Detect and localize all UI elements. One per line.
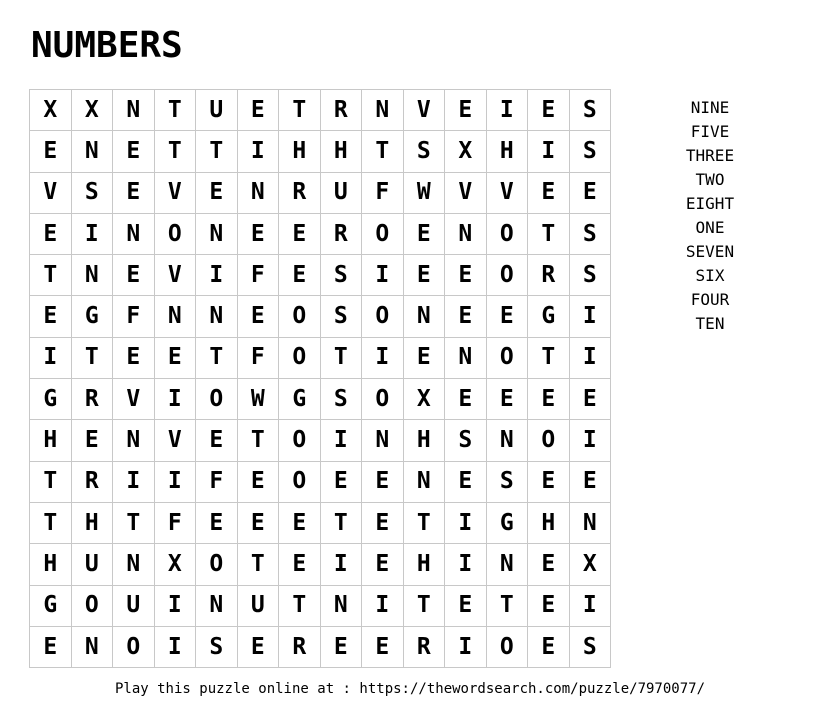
- grid-cell[interactable]: T: [320, 337, 362, 378]
- grid-cell[interactable]: I: [569, 585, 611, 626]
- grid-cell[interactable]: S: [71, 172, 113, 213]
- grid-cell[interactable]: E: [528, 379, 570, 420]
- grid-cell[interactable]: G: [486, 502, 528, 543]
- grid-cell[interactable]: N: [320, 585, 362, 626]
- grid-cell[interactable]: R: [403, 626, 445, 667]
- grid-row: [30, 131, 611, 172]
- grid-cell[interactable]: I: [445, 502, 487, 543]
- grid-cell[interactable]: O: [362, 213, 404, 254]
- grid-cell[interactable]: E: [237, 213, 279, 254]
- grid-cell[interactable]: E: [237, 296, 279, 337]
- grid-cell[interactable]: T: [30, 502, 72, 543]
- grid-cell[interactable]: T: [154, 131, 196, 172]
- grid-cell[interactable]: E: [445, 90, 487, 131]
- grid-cell[interactable]: F: [237, 337, 279, 378]
- grid-cell[interactable]: E: [196, 420, 238, 461]
- grid-cell[interactable]: O: [362, 296, 404, 337]
- grid-cell[interactable]: N: [154, 296, 196, 337]
- grid-cell[interactable]: S: [445, 420, 487, 461]
- grid-cell[interactable]: S: [320, 379, 362, 420]
- grid-cell[interactable]: O: [113, 626, 155, 667]
- grid-cell[interactable]: T: [237, 544, 279, 585]
- grid-cell[interactable]: E: [113, 337, 155, 378]
- grid-cell[interactable]: N: [113, 213, 155, 254]
- grid-cell[interactable]: E: [113, 255, 155, 296]
- grid-row: [30, 502, 611, 543]
- grid-cell[interactable]: E: [196, 502, 238, 543]
- grid-cell[interactable]: T: [196, 337, 238, 378]
- grid-cell[interactable]: O: [486, 626, 528, 667]
- grid-cell[interactable]: X: [30, 90, 72, 131]
- grid-cell[interactable]: S: [403, 131, 445, 172]
- grid-cell[interactable]: I: [320, 544, 362, 585]
- grid-cell[interactable]: N: [113, 544, 155, 585]
- grid-cell[interactable]: T: [71, 337, 113, 378]
- grid-cell[interactable]: O: [279, 337, 321, 378]
- grid-cell[interactable]: N: [71, 626, 113, 667]
- grid-cell[interactable]: U: [71, 544, 113, 585]
- grid-cell[interactable]: S: [569, 131, 611, 172]
- grid-cell[interactable]: I: [569, 337, 611, 378]
- grid-cell[interactable]: S: [320, 296, 362, 337]
- grid-cell[interactable]: E: [569, 379, 611, 420]
- grid-row: [30, 172, 611, 213]
- grid-cell[interactable]: H: [30, 420, 72, 461]
- grid-cell[interactable]: H: [320, 131, 362, 172]
- grid-cell[interactable]: I: [486, 90, 528, 131]
- puzzle-title: NUMBERS: [31, 25, 183, 66]
- word-list-item: SIX: [695, 266, 725, 285]
- grid-cell[interactable]: W: [403, 172, 445, 213]
- grid-cell[interactable]: E: [569, 461, 611, 502]
- grid-cell[interactable]: O: [279, 420, 321, 461]
- grid-cell[interactable]: G: [30, 585, 72, 626]
- grid-cell[interactable]: E: [237, 502, 279, 543]
- grid-cell[interactable]: U: [196, 90, 238, 131]
- grid-cell[interactable]: T: [403, 585, 445, 626]
- grid-cell[interactable]: T: [196, 131, 238, 172]
- grid-cell[interactable]: F: [237, 255, 279, 296]
- grid-cell[interactable]: E: [279, 213, 321, 254]
- grid-cell[interactable]: F: [113, 296, 155, 337]
- grid-cell[interactable]: T: [154, 90, 196, 131]
- grid-cell[interactable]: E: [445, 379, 487, 420]
- grid-cell[interactable]: V: [154, 420, 196, 461]
- grid-cell[interactable]: N: [113, 420, 155, 461]
- grid-cell[interactable]: F: [154, 502, 196, 543]
- grid-row: [30, 420, 611, 461]
- grid-cell[interactable]: R: [71, 379, 113, 420]
- grid-cell[interactable]: S: [569, 626, 611, 667]
- grid-cell[interactable]: E: [30, 131, 72, 172]
- grid-cell[interactable]: I: [196, 255, 238, 296]
- grid-cell[interactable]: O: [486, 255, 528, 296]
- grid-cell[interactable]: W: [237, 379, 279, 420]
- grid-cell[interactable]: E: [154, 337, 196, 378]
- grid-cell[interactable]: E: [528, 626, 570, 667]
- grid-cell[interactable]: H: [279, 131, 321, 172]
- grid-cell[interactable]: S: [569, 90, 611, 131]
- grid-cell[interactable]: N: [569, 502, 611, 543]
- grid-cell[interactable]: E: [486, 296, 528, 337]
- grid-cell[interactable]: O: [154, 213, 196, 254]
- grid-cell[interactable]: H: [30, 544, 72, 585]
- grid-cell[interactable]: S: [569, 255, 611, 296]
- grid-cell[interactable]: G: [30, 379, 72, 420]
- grid-cell[interactable]: N: [486, 544, 528, 585]
- grid-cell[interactable]: S: [320, 255, 362, 296]
- grid-cell[interactable]: E: [196, 172, 238, 213]
- grid-cell[interactable]: E: [445, 255, 487, 296]
- grid-cell[interactable]: E: [237, 626, 279, 667]
- grid-row: [30, 296, 611, 337]
- grid-cell[interactable]: N: [403, 296, 445, 337]
- word-list-item: FOUR: [690, 290, 730, 309]
- grid-cell[interactable]: F: [362, 172, 404, 213]
- grid-cell[interactable]: O: [486, 213, 528, 254]
- grid-cell[interactable]: E: [445, 296, 487, 337]
- word-list-item: FIVE: [690, 122, 730, 141]
- grid-cell[interactable]: O: [279, 296, 321, 337]
- grid-cell[interactable]: T: [279, 585, 321, 626]
- grid-cell[interactable]: H: [71, 502, 113, 543]
- grid-cell[interactable]: H: [528, 502, 570, 543]
- grid-row: [30, 461, 611, 502]
- grid-row: [30, 379, 611, 420]
- grid-cell[interactable]: S: [569, 213, 611, 254]
- word-list-item: SEVEN: [685, 242, 735, 261]
- grid-cell[interactable]: T: [486, 585, 528, 626]
- grid-cell[interactable]: E: [445, 585, 487, 626]
- grid-cell[interactable]: E: [486, 379, 528, 420]
- grid-cell[interactable]: V: [486, 172, 528, 213]
- grid-cell[interactable]: I: [237, 131, 279, 172]
- grid-cell[interactable]: T: [279, 90, 321, 131]
- grid-cell[interactable]: O: [196, 379, 238, 420]
- grid-cell[interactable]: E: [569, 172, 611, 213]
- grid-cell[interactable]: U: [237, 585, 279, 626]
- grid-cell[interactable]: I: [362, 585, 404, 626]
- grid-cell[interactable]: N: [403, 461, 445, 502]
- grid-cell[interactable]: T: [528, 337, 570, 378]
- letter-grid[interactable]: [29, 89, 611, 668]
- grid-cell[interactable]: I: [445, 626, 487, 667]
- grid-row: [30, 544, 611, 585]
- grid-cell[interactable]: R: [279, 626, 321, 667]
- grid-cell[interactable]: V: [403, 90, 445, 131]
- grid-cell[interactable]: I: [362, 255, 404, 296]
- grid-cell[interactable]: T: [30, 461, 72, 502]
- grid-cell[interactable]: S: [486, 461, 528, 502]
- grid-cell[interactable]: N: [196, 296, 238, 337]
- grid-cell[interactable]: T: [403, 502, 445, 543]
- grid-cell[interactable]: E: [528, 90, 570, 131]
- word-list-item: NINE: [690, 98, 730, 117]
- grid-cell[interactable]: G: [71, 296, 113, 337]
- grid-cell[interactable]: O: [362, 379, 404, 420]
- grid-cell[interactable]: N: [237, 172, 279, 213]
- grid-cell[interactable]: N: [445, 213, 487, 254]
- grid-cell[interactable]: E: [362, 461, 404, 502]
- grid-cell[interactable]: T: [320, 502, 362, 543]
- grid-row: [30, 255, 611, 296]
- grid-cell[interactable]: E: [237, 90, 279, 131]
- grid-cell[interactable]: E: [320, 461, 362, 502]
- grid-cell[interactable]: R: [528, 255, 570, 296]
- word-list-item: EIGHT: [685, 194, 735, 213]
- grid-cell[interactable]: T: [362, 131, 404, 172]
- grid-cell[interactable]: I: [445, 544, 487, 585]
- grid-cell[interactable]: H: [403, 544, 445, 585]
- grid-row: [30, 626, 611, 667]
- grid-cell[interactable]: E: [30, 626, 72, 667]
- grid-cell[interactable]: H: [486, 131, 528, 172]
- grid-cell[interactable]: I: [113, 461, 155, 502]
- grid-cell[interactable]: E: [30, 213, 72, 254]
- grid-row: [30, 337, 611, 378]
- grid-cell[interactable]: N: [362, 90, 404, 131]
- grid-cell[interactable]: T: [30, 255, 72, 296]
- grid-cell[interactable]: E: [362, 626, 404, 667]
- word-list-item: TWO: [695, 170, 725, 189]
- grid-cell[interactable]: F: [196, 461, 238, 502]
- grid-cell[interactable]: V: [154, 255, 196, 296]
- grid-cell[interactable]: X: [569, 544, 611, 585]
- grid-cell[interactable]: I: [528, 131, 570, 172]
- grid-cell[interactable]: E: [403, 213, 445, 254]
- grid-cell[interactable]: I: [362, 337, 404, 378]
- grid-cell[interactable]: N: [196, 213, 238, 254]
- grid-cell[interactable]: R: [320, 90, 362, 131]
- grid-cell[interactable]: E: [528, 585, 570, 626]
- grid-cell[interactable]: N: [113, 90, 155, 131]
- grid-cell[interactable]: X: [154, 544, 196, 585]
- footer-link-text: Play this puzzle online at : https://thewordsearch.com/puzzle/7970077/: [114, 681, 705, 697]
- grid-cell[interactable]: T: [528, 213, 570, 254]
- grid-cell[interactable]: N: [486, 420, 528, 461]
- grid-cell[interactable]: V: [30, 172, 72, 213]
- word-list-item: ONE: [695, 218, 725, 237]
- grid-cell[interactable]: V: [113, 379, 155, 420]
- grid-cell[interactable]: E: [279, 502, 321, 543]
- grid-cell[interactable]: R: [320, 213, 362, 254]
- grid-cell[interactable]: E: [528, 544, 570, 585]
- grid-cell[interactable]: V: [154, 172, 196, 213]
- grid-cell[interactable]: E: [279, 255, 321, 296]
- grid-cell[interactable]: X: [403, 379, 445, 420]
- grid-cell[interactable]: S: [196, 626, 238, 667]
- grid-cell[interactable]: I: [30, 337, 72, 378]
- grid-cell[interactable]: O: [71, 585, 113, 626]
- grid-cell[interactable]: G: [528, 296, 570, 337]
- grid-cell[interactable]: E: [237, 461, 279, 502]
- grid-cell[interactable]: N: [362, 420, 404, 461]
- grid-cell[interactable]: T: [237, 420, 279, 461]
- grid-cell[interactable]: O: [279, 461, 321, 502]
- grid-cell[interactable]: E: [113, 131, 155, 172]
- grid-row: [30, 213, 611, 254]
- grid-cell[interactable]: O: [486, 337, 528, 378]
- grid-cell[interactable]: E: [403, 337, 445, 378]
- word-list-item: THREE: [685, 146, 735, 165]
- grid-cell[interactable]: R: [71, 461, 113, 502]
- grid-cell[interactable]: O: [196, 544, 238, 585]
- grid-cell[interactable]: N: [71, 131, 113, 172]
- grid-cell[interactable]: N: [196, 585, 238, 626]
- grid-cell[interactable]: E: [362, 502, 404, 543]
- grid-cell[interactable]: I: [154, 585, 196, 626]
- grid-cell[interactable]: E: [320, 626, 362, 667]
- word-list-item: TEN: [695, 314, 725, 333]
- grid-cell[interactable]: I: [71, 213, 113, 254]
- grid-row: [30, 90, 611, 131]
- grid-cell[interactable]: G: [279, 379, 321, 420]
- grid-cell[interactable]: O: [528, 420, 570, 461]
- grid-cell[interactable]: E: [71, 420, 113, 461]
- grid-cell[interactable]: U: [113, 585, 155, 626]
- grid-cell[interactable]: E: [403, 255, 445, 296]
- grid-cell[interactable]: I: [154, 379, 196, 420]
- grid-cell[interactable]: I: [569, 420, 611, 461]
- grid-cell[interactable]: I: [154, 461, 196, 502]
- grid-cell[interactable]: I: [154, 626, 196, 667]
- grid-cell[interactable]: E: [279, 544, 321, 585]
- grid-cell[interactable]: X: [71, 90, 113, 131]
- grid-cell[interactable]: I: [320, 420, 362, 461]
- grid-cell[interactable]: N: [445, 337, 487, 378]
- grid-cell[interactable]: H: [403, 420, 445, 461]
- grid-cell[interactable]: N: [71, 255, 113, 296]
- grid-cell[interactable]: T: [113, 502, 155, 543]
- grid-cell[interactable]: V: [445, 172, 487, 213]
- word-list: [660, 96, 760, 336]
- grid-cell[interactable]: E: [528, 461, 570, 502]
- grid-cell[interactable]: E: [362, 544, 404, 585]
- grid-cell[interactable]: E: [113, 172, 155, 213]
- grid-cell[interactable]: E: [30, 296, 72, 337]
- grid-cell[interactable]: U: [320, 172, 362, 213]
- grid-cell[interactable]: E: [445, 461, 487, 502]
- grid-cell[interactable]: R: [279, 172, 321, 213]
- grid-cell[interactable]: X: [445, 131, 487, 172]
- grid-cell[interactable]: I: [569, 296, 611, 337]
- grid-row: [30, 585, 611, 626]
- grid-cell[interactable]: E: [528, 172, 570, 213]
